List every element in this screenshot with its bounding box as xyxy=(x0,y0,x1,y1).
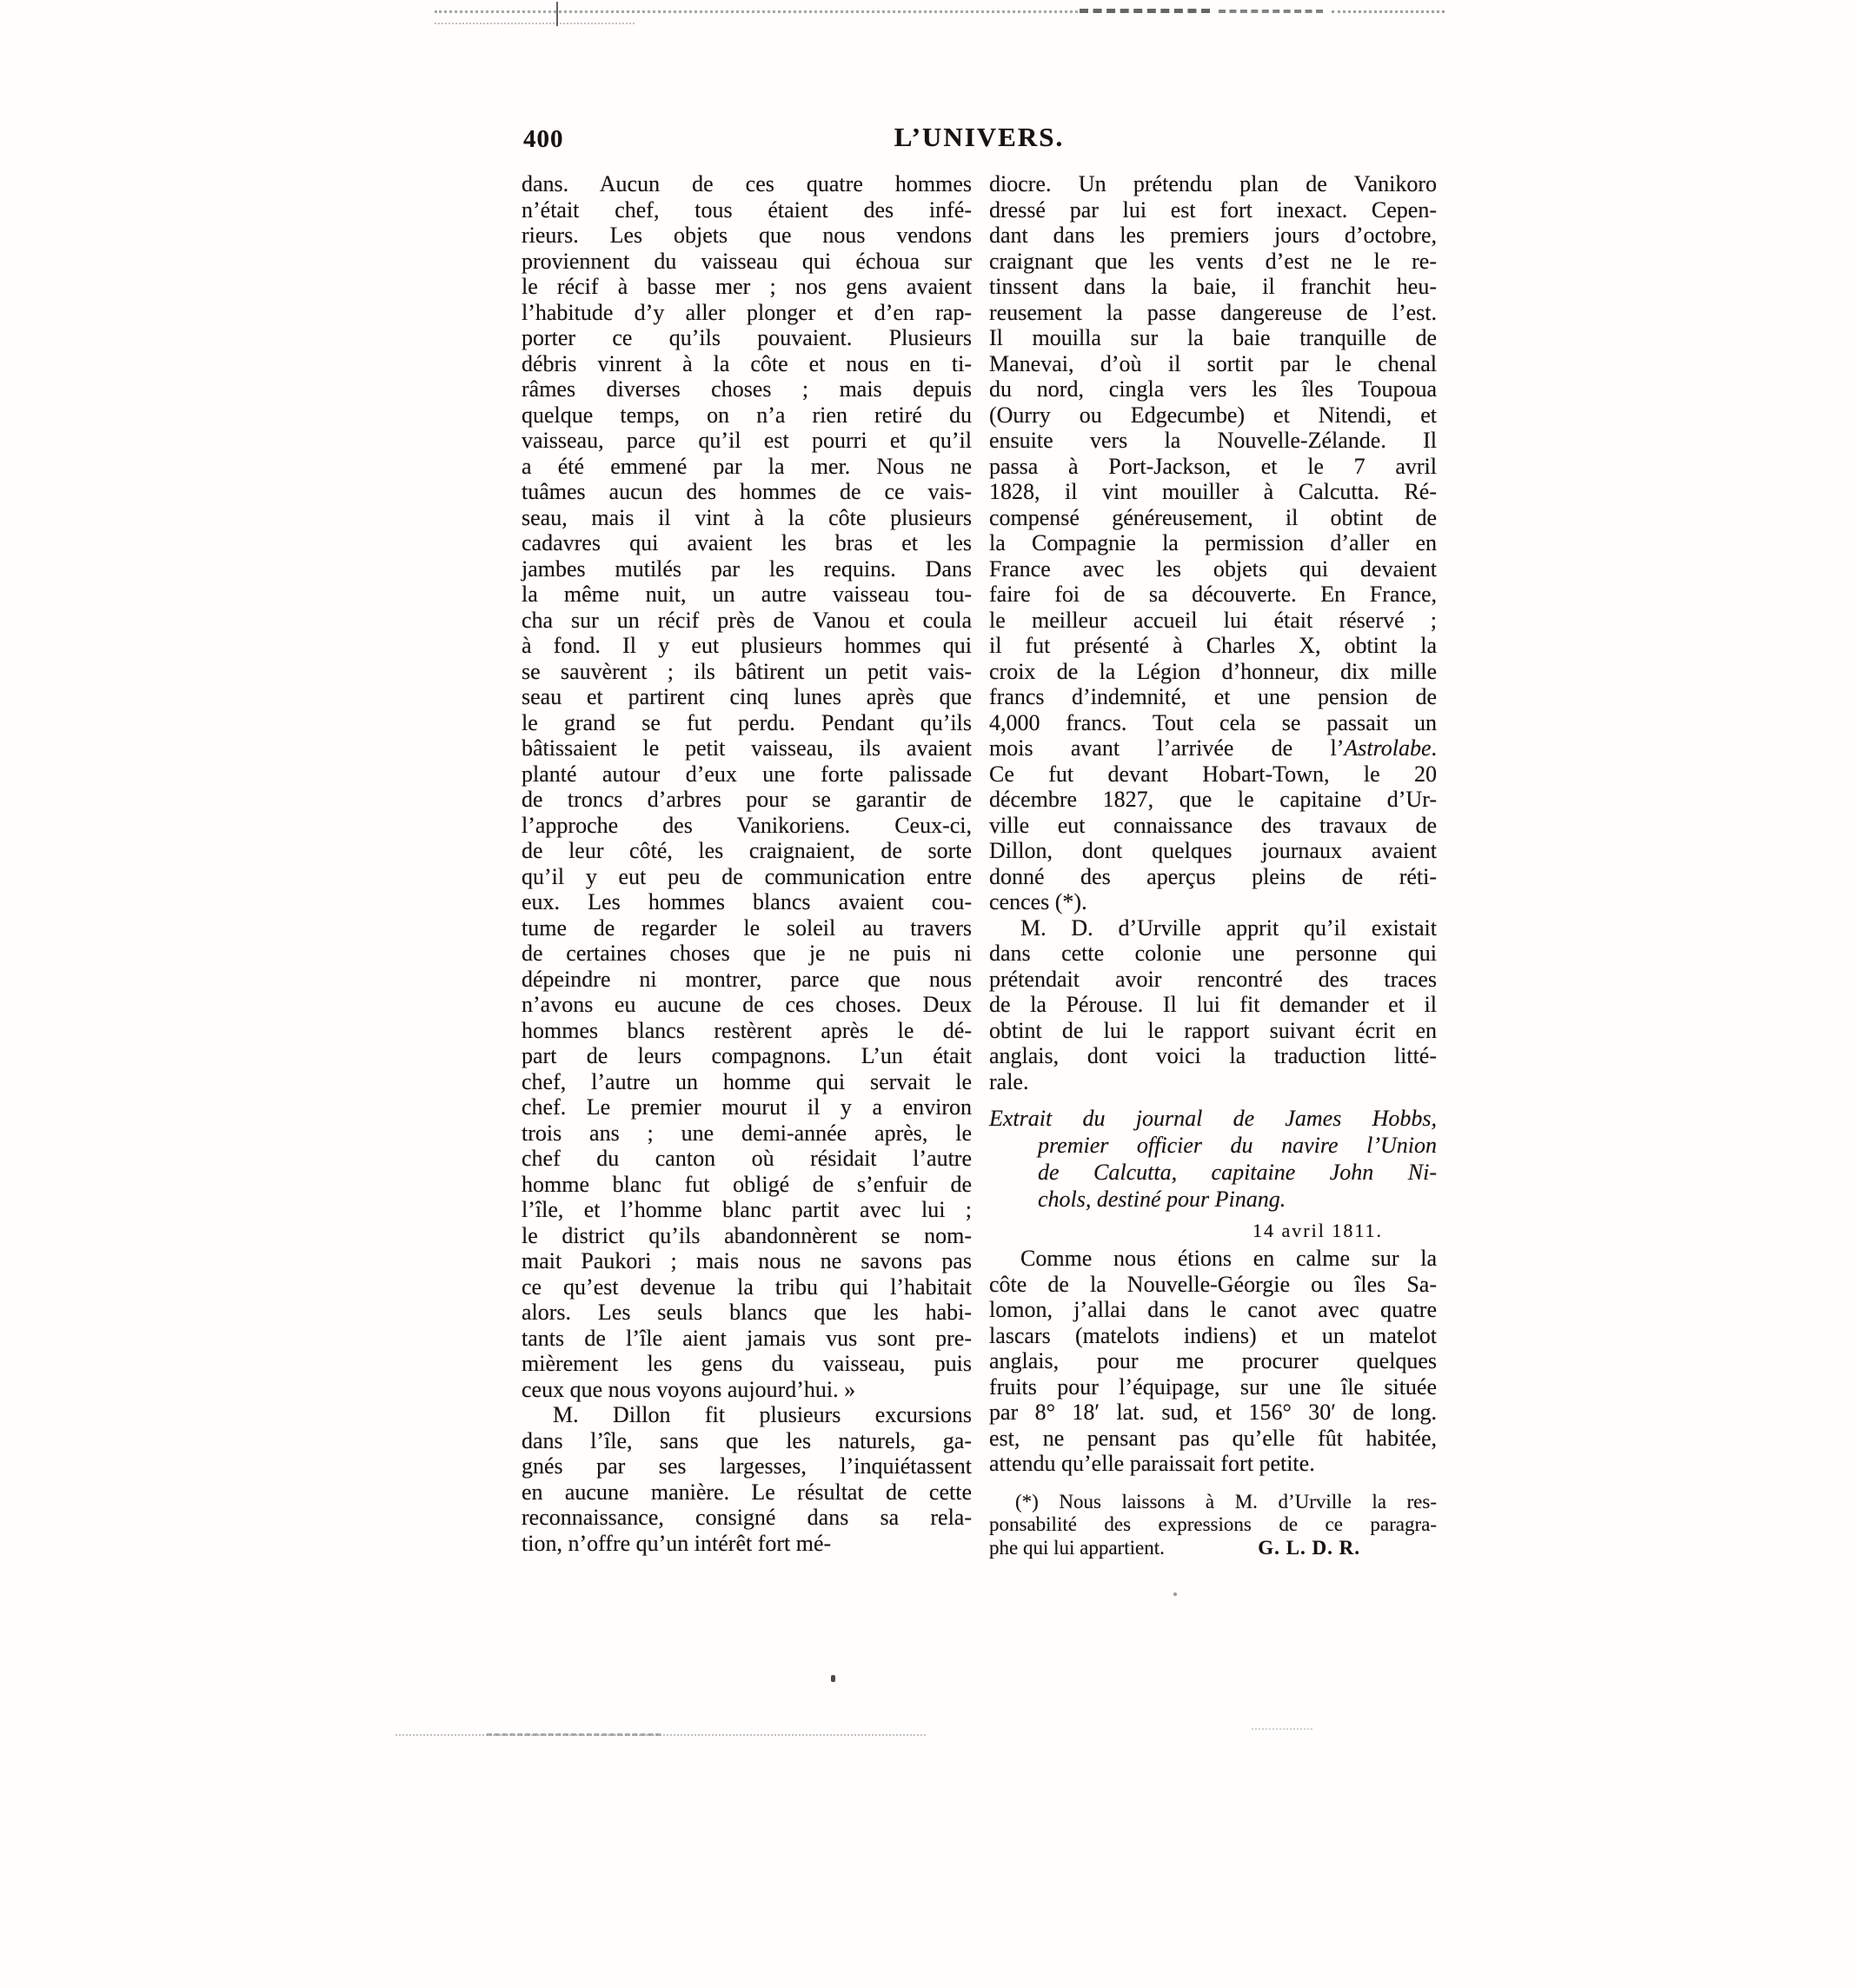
text-line: mièrement les gens du vaisseau, puis xyxy=(522,1351,972,1376)
text-line: le récif à basse mer ; nos gens avaient xyxy=(522,274,972,299)
text-line: de certaines choses que je ne puis ni xyxy=(522,941,972,966)
text-line: 4,000 francs. Tout cela se passait un xyxy=(989,709,1437,735)
text-line: seau, mais il vint à la côte plusieurs xyxy=(522,504,972,530)
paragraph xyxy=(522,171,972,1402)
text-line: tinssent dans la baie, il franchit heu- xyxy=(989,274,1437,299)
text-line: obtint de lui le rapport suivant écrit en xyxy=(989,1017,1437,1043)
text-line: planté autour d’eux une forte palissade xyxy=(522,761,972,787)
text-line: alors. Les seuls blancs que les habi- xyxy=(522,1300,972,1325)
text-line: de la Pérouse. Il lui fit demander et il xyxy=(989,992,1437,1017)
text-line: lascars (matelots indiens) et un matelot xyxy=(989,1322,1437,1348)
text-line: croix de la Légion d’honneur, dix mille xyxy=(989,658,1437,684)
text-line: attendu qu’elle paraissait fort petite. xyxy=(989,1451,1315,1476)
text-line: ville eut connaissance des travaux de xyxy=(989,812,1437,838)
text-line: chef, l’autre un homme qui servait le xyxy=(522,1068,972,1094)
text-line: gnés par ses largesses, l’inquiétassent xyxy=(522,1453,972,1479)
text-line: dans. Aucun de ces quatre hommes xyxy=(522,171,972,196)
scan-artifact-bottom-line xyxy=(395,1734,926,1736)
text-line: la Compagnie la permission d’aller en xyxy=(989,530,1437,555)
text-line: le grand se fut perdu. Pendant qu’ils xyxy=(522,709,972,735)
text-line: Il mouilla sur la baie tranquille de xyxy=(989,325,1437,350)
text-line: anglais, pour me procurer quelques xyxy=(989,1348,1437,1373)
text-line: de troncs d’arbres pour se garantir de xyxy=(522,787,972,812)
footnote-text: phe qui lui appartient. xyxy=(989,1536,1165,1559)
text-line: (*) Nous laissons à M. d’Urville la res- xyxy=(1015,1490,1437,1513)
text-line: se sauvèrent ; ils bâtirent un petit vais- xyxy=(522,658,972,684)
text-line: à fond. Il y eut plusieurs hommes qui xyxy=(522,633,972,658)
text-line: reconnaissance, consigné dans sa rela- xyxy=(522,1505,972,1530)
text-line: dans cette colonie une personne qui xyxy=(989,941,1437,966)
text-line: l’île, et l’homme blanc partit avec lui ; xyxy=(522,1197,972,1222)
text-line: lomon, j’allai dans le canot avec quatre xyxy=(989,1297,1437,1322)
text-line: rale. xyxy=(989,1068,1029,1094)
text-line: cadavres qui avaient les bras et les xyxy=(522,530,972,555)
paragraph xyxy=(522,1402,972,1556)
text-line: dépeindre ni montrer, parce que nous xyxy=(522,966,972,992)
scan-artifact-speck xyxy=(1173,1592,1177,1596)
text-line: passa à Port-Jackson, et le 7 avril xyxy=(989,453,1437,479)
text-line: M. D. d’Urville apprit qu’il existait xyxy=(1020,914,1437,941)
text-line: côte de la Nouvelle-Géorgie ou îles Sa- xyxy=(989,1271,1437,1297)
left-column xyxy=(522,171,972,1559)
text-block xyxy=(522,122,1437,1559)
text-line: mait Paukori ; mais nous ne savons pas xyxy=(522,1248,972,1273)
text-line: l’approche des Vanikoriens. Ceux-ci, xyxy=(522,812,972,838)
text-line: compensé généreusement, il obtint de xyxy=(989,504,1437,530)
scan-artifact-bottom-line xyxy=(1252,1728,1312,1730)
text-line: vaisseau, parce qu’il est pourri et qu’il xyxy=(522,428,972,453)
text-line: craignant que les vents d’est ne le re- xyxy=(989,248,1437,274)
scan-artifact-top-line xyxy=(1332,10,1445,13)
text-line: prétendait avoir rencontré des traces xyxy=(989,966,1437,992)
text-line: tume de regarder le soleil au travers xyxy=(522,914,972,941)
text-line: dans l’île, sans que les naturels, ga- xyxy=(522,1427,972,1453)
paragraph xyxy=(989,171,1437,915)
text-line: cences (*). xyxy=(989,889,1087,914)
text-line: n’était chef, tous étaient des infé- xyxy=(522,196,972,223)
text-line: de Calcutta, capitaine John Ni- xyxy=(1038,1160,1437,1185)
text-line: Comme nous étions en calme sur la xyxy=(1020,1246,1437,1271)
scan-artifact-bottom-line xyxy=(487,1733,661,1736)
text-line: la même nuit, un autre vaisseau tou- xyxy=(522,582,972,607)
text-line xyxy=(989,1537,1437,1560)
footnote-signature: G. L. D. R. xyxy=(1258,1536,1360,1559)
text-line: bâtissaient le petit vaisseau, ils avaient xyxy=(522,735,972,761)
text-line: tion, n’offre qu’un intérêt fort mé- xyxy=(522,1530,832,1556)
text-line: n’avons eu aucune de ces choses. Deux xyxy=(522,992,972,1017)
page-number: 400 xyxy=(523,125,564,153)
text-line: anglais, dont voici la traduction litté- xyxy=(989,1043,1437,1068)
text-line: seau et partirent cinq lunes après que xyxy=(522,684,972,709)
text-line: trois ans ; une demi-année après, le xyxy=(522,1120,972,1146)
text-line: porter ce qu’ils pouvaient. Plusieurs xyxy=(522,325,972,350)
text-line: 14 avril 1811. xyxy=(1253,1220,1383,1241)
dateline xyxy=(989,1216,1437,1246)
running-header xyxy=(522,122,1437,160)
text-line: le district qu’ils abandonnèrent se nom- xyxy=(522,1222,972,1248)
text-line: proviennent du vaisseau qui échoua sur xyxy=(522,248,972,274)
scan-artifact-top-line xyxy=(1219,10,1323,13)
scan-artifact-speck xyxy=(831,1675,835,1682)
extract-heading xyxy=(989,1105,1437,1213)
text-line: diocre. Un prétendu plan de Vanikoro xyxy=(989,171,1437,196)
scan-artifact-top-line xyxy=(1080,9,1210,13)
two-column-text xyxy=(522,171,1437,1559)
text-line: hommes blancs restèrent après le dé- xyxy=(522,1017,972,1043)
text-line: chef. Le premier mourut il y a environ xyxy=(522,1094,972,1120)
paragraph xyxy=(989,1246,1437,1477)
text-line: part de leurs compagnons. L’un était xyxy=(522,1043,972,1068)
text-line: en aucune manière. Le résultat de cette xyxy=(522,1479,972,1505)
text-line: l’habitude d’y aller plonger et d’en rap- xyxy=(522,299,972,325)
text-line: rieurs. Les objets que nous vendons xyxy=(522,223,972,248)
paragraph xyxy=(989,915,1437,1095)
text-line: France avec les objets qui devaient xyxy=(989,555,1437,582)
text-line: tants de l’île aient jamais vus sont pre- xyxy=(522,1325,972,1351)
text-line: Manevai, d’où il sortit par le chenal xyxy=(989,350,1437,376)
text-line: quelque temps, on n’a rien retiré du xyxy=(522,402,972,428)
text-line: cha sur un récif près de Vanou et coula xyxy=(522,607,972,633)
text-line: chef du canton où résidait l’autre xyxy=(522,1146,972,1171)
text-line: du nord, cingla vers les îles Toupoua xyxy=(989,376,1437,402)
text-line: il fut présenté à Charles X, obtint la xyxy=(989,633,1437,658)
text-line: ponsabilité des expressions de ce paragra- xyxy=(989,1513,1437,1535)
footnote xyxy=(989,1491,1437,1560)
scan-artifact-top-line xyxy=(435,23,635,24)
text-line: ensuite vers la Nouvelle-Zélande. Il xyxy=(989,428,1437,453)
text-line: M. Dillon fit plusieurs excursions xyxy=(553,1402,972,1427)
text-line: 1828, il vint mouiller à Calcutta. Ré- xyxy=(989,479,1437,504)
text-line: premier officier du navire l’Union xyxy=(1038,1133,1437,1158)
text-line: donné des aperçus pleins de réti- xyxy=(989,863,1437,889)
text-line: chols, destiné pour Pinang. xyxy=(1038,1187,1286,1212)
text-line: dressé par lui est fort inexact. Cepen- xyxy=(989,196,1437,223)
text-line: ceux que nous voyons aujourd’hui. » xyxy=(522,1376,856,1402)
scan-artifact-tick xyxy=(556,2,558,26)
text-line: tuâmes aucun des hommes de ce vais- xyxy=(522,479,972,504)
text-line: Extrait du journal de James Hobbs, xyxy=(989,1106,1437,1131)
text-line: râmes diverses choses ; mais depuis xyxy=(522,376,972,402)
running-title: L’UNIVERS. xyxy=(894,122,1065,152)
right-column xyxy=(989,171,1437,1559)
text-line: qu’il y eut peu de communication entre xyxy=(522,863,972,889)
text-line: homme blanc fut obligé de s’enfuir de xyxy=(522,1171,972,1197)
text-line: par 8° 18′ lat. sud, et 156° 30′ de long. xyxy=(989,1400,1437,1425)
text-line: dant dans les premiers jours d’octobre, xyxy=(989,223,1437,248)
text-line: le meilleur accueil lui était réservé ; xyxy=(989,607,1437,633)
text-line: est, ne pensant pas qu’elle fût habitée, xyxy=(989,1425,1437,1451)
text-line: mois avant l’arrivée de l’Astrolabe. xyxy=(989,735,1437,761)
text-line: débris vinrent à la côte et nous en ti- xyxy=(522,350,972,376)
text-line: faire foi de sa découverte. En France, xyxy=(989,582,1437,607)
text-line: eux. Les hommes blancs avaient cou- xyxy=(522,889,972,914)
text-line: (Ourry ou Edgecumbe) et Nitendi, et xyxy=(989,402,1437,428)
text-line: décembre 1827, que le capitaine d’Ur- xyxy=(989,787,1437,812)
text-line: francs d’indemnité, et une pension de xyxy=(989,684,1437,709)
text-line: de leur côté, les craignaient, de sorte xyxy=(522,838,972,863)
text-line: jambes mutilés par les requins. Dans xyxy=(522,555,972,582)
scan-artifact-top-line xyxy=(435,10,1078,13)
text-line: reusement la passe dangereuse de l’est. xyxy=(989,299,1437,325)
text-line: ce qu’est devenue la tribu qui l’habitait xyxy=(522,1273,972,1300)
text-line: a été emmené par la mer. Nous ne xyxy=(522,453,972,479)
text-line: Dillon, dont quelques journaux avaient xyxy=(989,838,1437,863)
text-line: Ce fut devant Hobart-Town, le 20 xyxy=(989,761,1437,787)
text-line: fruits pour l’équipage, sur une île située xyxy=(989,1373,1437,1400)
